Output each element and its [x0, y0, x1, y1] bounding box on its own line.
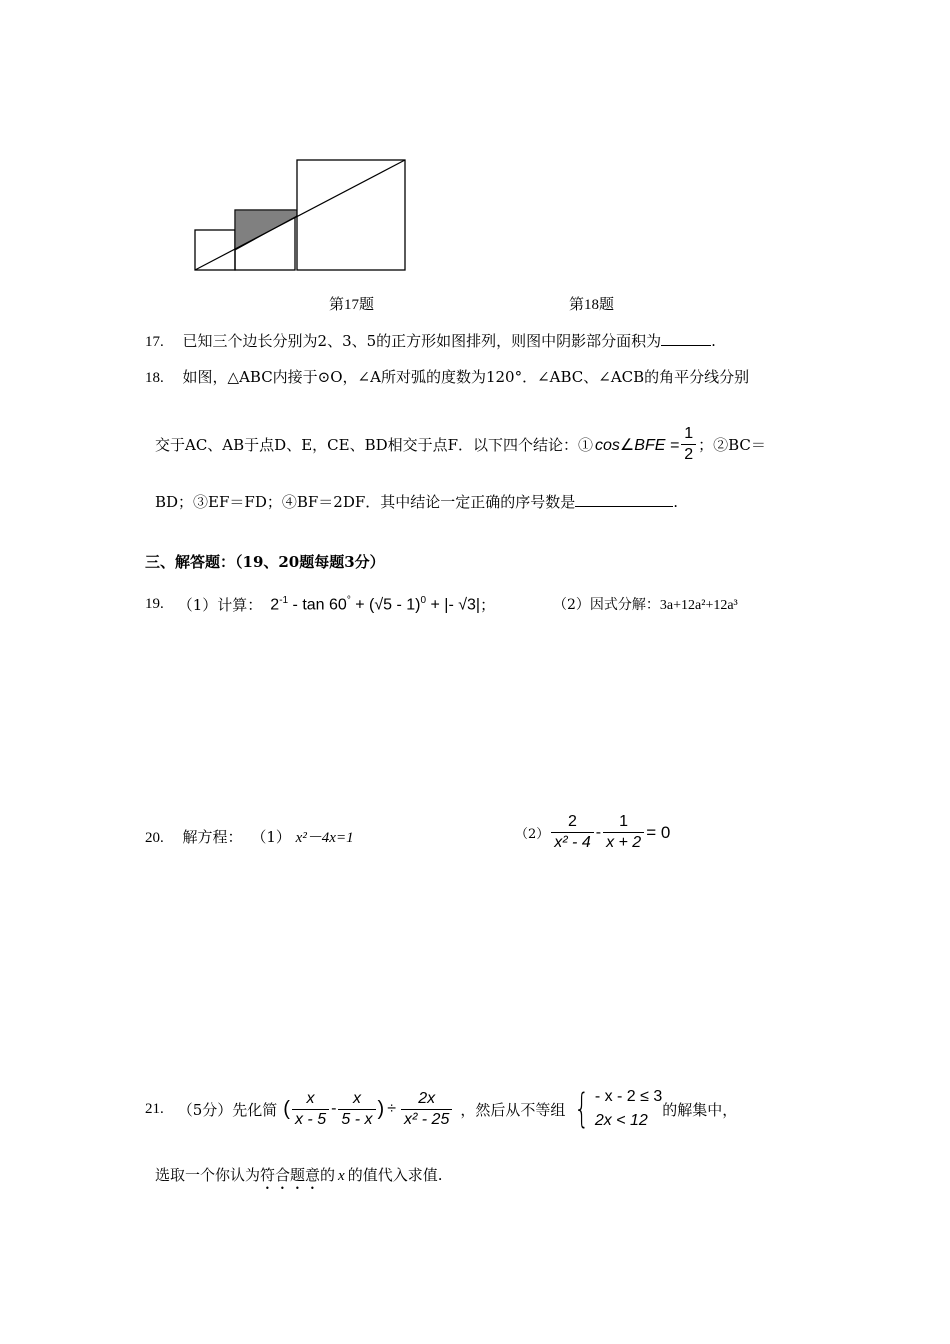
q21-fraction-2-denominator: 5 - x — [338, 1109, 375, 1130]
square-side-2 — [195, 230, 235, 270]
question-21 — [145, 1085, 737, 1133]
question-21-intro: （5分）先化简 — [177, 1100, 278, 1119]
question-18-number: 18. — [145, 370, 164, 386]
expr-sqrt5: + (√5 - 1) — [350, 596, 421, 614]
question-20-part1-label: （1） — [251, 828, 291, 846]
question-18-line2 — [155, 424, 766, 465]
question-19 — [145, 594, 495, 615]
figure-17-caption: 第17题 — [329, 297, 375, 313]
question-18-end: . — [673, 493, 679, 511]
question-19-part1-label: （1）计算： — [177, 596, 263, 614]
question-17 — [145, 330, 716, 351]
inequality-1: - x - 2 ≤ 3 — [594, 1088, 663, 1105]
diagonal-line — [195, 160, 405, 270]
q21-fraction-3-numerator: 2x — [418, 1089, 436, 1107]
open-paren: ( — [283, 1097, 290, 1120]
q21-minus-sign: - — [331, 1100, 337, 1117]
question-18-blank — [575, 492, 673, 507]
question-21-mid: ，然后从不等组 — [460, 1100, 566, 1119]
equation-fraction-2 — [603, 812, 644, 853]
question-20 — [145, 826, 354, 847]
q21-fraction-1-denominator: x - 5 — [292, 1109, 329, 1130]
question-19-part2-expr: 3a+12a²+12a³ — [659, 598, 738, 613]
fraction-2-denominator: x + 2 — [603, 832, 644, 853]
minus-sign: - — [595, 823, 602, 841]
question-18-text-3: BD；③EF＝FD；④BF＝2DF．其中结论一定正确的序号数是 — [155, 493, 576, 511]
question-17-number: 17. — [145, 334, 164, 350]
inequality-2: 2x < 12 — [594, 1112, 648, 1129]
question-21-line2 — [155, 1164, 443, 1193]
q21-fraction-3-denominator: x² - 25 — [401, 1109, 452, 1130]
question-19-part2-label: （2）因式分解： — [553, 597, 660, 613]
fraction-numerator: 1 — [684, 425, 694, 442]
section-3-title: 三、解答题：（19、20题每题3分） — [145, 553, 385, 571]
question-18-line3 — [155, 491, 678, 512]
q21-fraction-2 — [338, 1089, 375, 1130]
q21-fraction-2-numerator: x — [352, 1089, 361, 1107]
expr-degree: ° — [346, 594, 351, 606]
expr-base-2: 2 — [270, 596, 280, 614]
q21-fraction-1-numerator: x — [306, 1089, 315, 1107]
figure-18-caption: 第18题 — [569, 297, 615, 313]
expr-tan: - tan 60 — [288, 596, 347, 614]
question-20-label: 解方程： — [182, 828, 243, 846]
q21-emphasized-text: 符合题意 — [260, 1166, 321, 1184]
q21-fraction-3 — [401, 1089, 452, 1130]
division-sign: ÷ — [387, 1100, 396, 1117]
question-20-part2-label: （2） — [515, 827, 550, 842]
q21-line2-part-b: 的 — [320, 1166, 336, 1184]
question-19-expression — [270, 595, 480, 614]
question-17-end: . — [711, 332, 716, 350]
q21-fraction-1 — [292, 1089, 329, 1130]
q21-line2-part-c: 的值代入求值. — [347, 1166, 443, 1184]
close-paren: ) — [377, 1097, 385, 1120]
question-20-part1-expr: x²－4x=1 — [295, 830, 354, 846]
question-18-text-2: 交于AC、AB于点D、E，CE、BD相交于点F．以下四个结论：① — [155, 436, 594, 454]
fraction-1-denominator: x² - 4 — [551, 832, 593, 853]
expr-abs-sqrt3: + |- √3| — [426, 596, 481, 614]
inequality-system — [569, 1085, 662, 1133]
question-20-part2 — [515, 812, 670, 853]
expr-exp-0: 0 — [420, 594, 427, 606]
q21-line2-part-a: 选取一个你认为 — [155, 1166, 261, 1184]
fraction-1-numerator: 2 — [568, 813, 577, 830]
question-19-part2 — [553, 594, 738, 614]
equals-zero: = 0 — [646, 822, 671, 842]
square-side-5 — [297, 160, 405, 270]
fraction-2-numerator: 1 — [619, 813, 629, 830]
figure-17-squares — [190, 155, 412, 275]
question-17-blank — [661, 331, 711, 346]
question-21-tail: 的解集中， — [662, 1100, 738, 1119]
question-19-part1-end: ； — [480, 596, 496, 614]
cos-bfe: cos∠BFE = — [595, 436, 680, 454]
left-brace: { — [574, 1086, 590, 1132]
question-18-line1 — [145, 366, 749, 387]
question-21-number: 21. — [145, 1100, 164, 1117]
expr-exp-minus-1: -1 — [279, 594, 289, 606]
equation-fraction-1 — [551, 812, 593, 853]
question-17-text: 已知三个边长分别为2、3、5的正方形如图排列，则图中阴影部分面积为 — [182, 332, 662, 350]
fraction-one-half — [681, 424, 696, 465]
q21-variable-x: x — [338, 1168, 345, 1184]
fraction-denominator: 2 — [681, 444, 696, 465]
question-18-text-1: 如图，△ABC内接于⊙O，∠A所对弧的度数为120°．∠ABC、∠ACB的角平分线分别 — [182, 368, 750, 386]
question-19-number: 19. — [145, 596, 164, 612]
question-18-text-2b: ；②BC＝ — [698, 436, 766, 454]
question-20-number: 20. — [145, 830, 164, 846]
